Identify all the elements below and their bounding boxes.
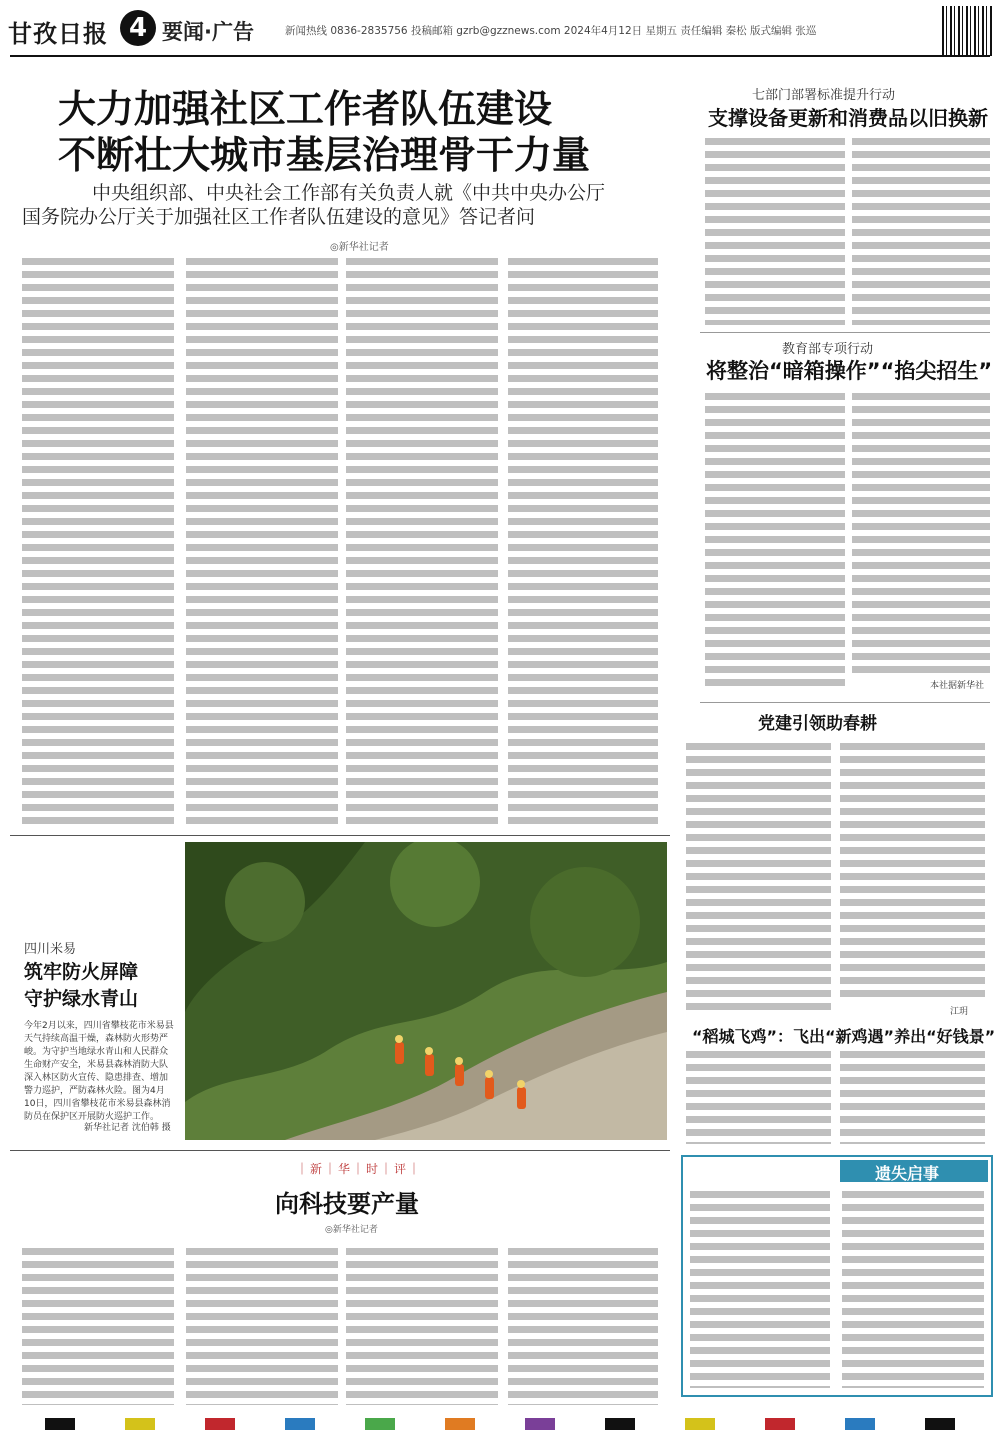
lead-subtitle-line2: 国务院办公厅关于加强社区工作者队伍建设的意见》答记者问 [22, 206, 536, 228]
article-body [686, 1048, 831, 1144]
article-body [852, 135, 990, 325]
masthead-divider [10, 55, 990, 57]
divider [700, 332, 990, 333]
divider [10, 835, 670, 836]
color-swatch [445, 1418, 475, 1430]
firefighters-photo [185, 842, 667, 1140]
section-name: 要闻·广告 [162, 20, 254, 44]
article-headline: “稻城飞鸡”：飞出“新鸡遇”养出“好钱景” [692, 1027, 996, 1046]
color-swatch [285, 1418, 315, 1430]
commentary-body [346, 1245, 498, 1405]
color-swatch [125, 1418, 155, 1430]
color-swatch [205, 1418, 235, 1430]
color-swatch [845, 1418, 875, 1430]
lead-headline-line2: 不断壮大城市基层治理骨干力量 [58, 133, 591, 177]
color-swatch [765, 1418, 795, 1430]
lead-body-column-4 [508, 255, 658, 827]
newspaper-logo: 甘孜日报 [8, 19, 108, 48]
article-body [840, 740, 985, 1002]
article-author: 江玥 [950, 1007, 969, 1017]
divider [700, 702, 990, 703]
article-headline: 党建引领助春耕 [758, 714, 877, 734]
color-swatch [685, 1418, 715, 1430]
article-body [852, 390, 990, 675]
photo-story-kicker: 四川米易 [24, 942, 77, 957]
lead-body-column-2 [186, 255, 338, 827]
commentary-headline: 向科技要产量 [275, 1190, 419, 1218]
commentary-body [508, 1245, 658, 1405]
commentary-body [22, 1245, 174, 1405]
lead-body-column-3 [346, 255, 498, 827]
lead-byline: ◎新华社记者 [330, 242, 389, 253]
photo-caption: 今年2月以来，四川省攀枝花市米易县天气持续高温干燥，森林防火形势严峻。为守护当地绿水青山和人民群众生命财产安全，米易县森林消防大队深入林区防火宣传、隐患排查、增加警力巡护，严防森林火险。图为4月10日，四川省攀枝花市米易县森林消防员在保护区开展防火巡护工作。 [24, 1021, 174, 1122]
article-kicker: 教育部专项行动 [782, 342, 874, 357]
lead-headline-line1: 大力加强社区工作者队伍建设 [58, 87, 553, 131]
lost-notice-body [842, 1188, 984, 1388]
color-swatch [365, 1418, 395, 1430]
article-body [705, 135, 845, 325]
commentary-byline: ◎新华社记者 [325, 1225, 378, 1235]
page-number: 4 [120, 10, 156, 46]
lead-subtitle-line1: 中央组织部、中央社会工作部有关负责人就《中共中央办公厅 [92, 182, 606, 204]
color-swatch [45, 1418, 75, 1430]
article-source: 本社据新华社 [930, 681, 985, 691]
print-color-bar [0, 1414, 1000, 1436]
lost-notice-title: 遗失启事 [875, 1164, 940, 1183]
barcode-icon [942, 6, 992, 56]
divider [10, 1150, 670, 1151]
masthead [0, 0, 1000, 62]
lead-body-column-1 [22, 255, 174, 827]
lost-notice-body [690, 1188, 830, 1388]
photo-story-headline-line1: 筑牢防火屏障 [24, 961, 139, 983]
article-headline: 支撑设备更新和消费品以旧换新 [708, 106, 988, 130]
photo-credit: 新华社记者 沈伯韩 摄 [84, 1123, 171, 1133]
article-body [840, 1048, 985, 1144]
photo-story-headline-line2: 守护绿水青山 [24, 988, 139, 1010]
article-body [686, 740, 831, 1010]
color-swatch [525, 1418, 555, 1430]
commentary-body [186, 1245, 338, 1405]
color-swatch [925, 1418, 955, 1430]
article-kicker: 七部门部署标准提升行动 [752, 88, 896, 103]
color-swatch [605, 1418, 635, 1430]
header-info: 新闻热线 0836-2835756 投稿邮箱 gzrb@gzznews.com 2024年4月12日 星期五 责任编辑 秦松 版式编辑 张巡 [285, 25, 817, 37]
article-body [705, 390, 845, 690]
photo-illustration [185, 842, 667, 1140]
article-headline: 将整治“暗箱操作”“掐尖招生” [706, 359, 993, 383]
commentary-column-label: ｜新｜华｜时｜评｜ [296, 1162, 423, 1176]
